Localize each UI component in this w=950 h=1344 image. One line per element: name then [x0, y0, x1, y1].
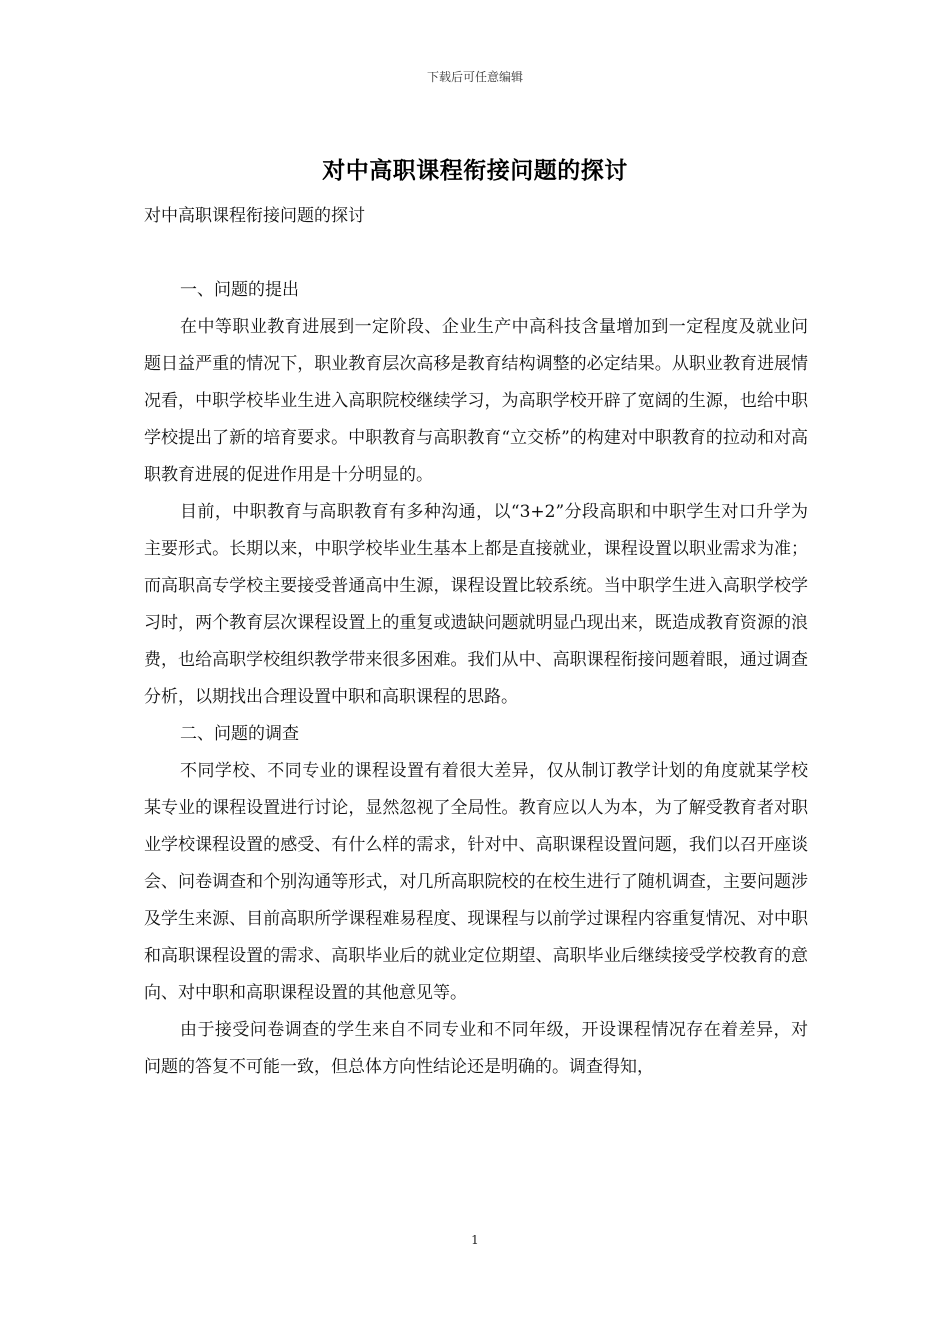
paragraph: 目前，中职教育与高职教育有多种沟通，以“3+2”分段高职和中职学生对口升学为主要形式。长期以来，中职学校毕业生基本上都是直接就业，课程设置以职业需求为准；而高职高专学校主要接受普通高中生源，课程设置比较系统。当中职学生进入高职学校学习时，两个教育层次课程设置上的重复或遗缺问题就明显凸现出来，既造成教育资源的浪费，也给高职学校组织教学带来很多困难。我们从中、高职课程衔接问题着眼，通过调查分析，以期找出合理设置中职和高职课程的思路。 — [144, 502, 808, 707]
page-header: 下载后可任意编辑 — [426, 70, 523, 84]
document-body — [144, 272, 808, 1086]
section-heading-1: 一、问题的提出 — [180, 280, 299, 300]
paragraph: 由于接受问卷调查的学生来自不同专业和不同年级，开设课程情况存在着差异，对问题的答复不可能一致，但总体方向性结论还是明确的。调查得知， — [144, 1020, 808, 1077]
paragraph: 不同学校、不同专业的课程设置有着很大差异，仅从制订教学计划的角度就某学校某专业的课程设置进行讨论，显然忽视了全局性。教育应以人为本，为了解受教育者对职业学校课程设置的感受、有什么样的需求，针对中、高职课程设置问题，我们以召开座谈会、问卷调查和个别沟通等形式，对几所高职院校的在校生进行了随机调查，主要问题涉及学生来源、目前高职所学课程难易程度、现课程与以前学过课程内容重复情况、对中职和高职课程设置的需求、高职毕业后的就业定位期望、高职毕业后继续接受学校教育的意向、对中职和高职课程设置的其他意见等。 — [144, 761, 808, 1003]
section-heading-2: 二、问题的调查 — [180, 724, 299, 744]
page-number: 1 — [471, 1233, 479, 1247]
document-subtitle: 对中高职课程衔接问题的探讨 — [144, 206, 365, 226]
paragraph: 在中等职业教育进展到一定阶段、企业生产中高科技含量增加到一定程度及就业问题日益严重的情况下，职业教育层次高移是教育结构调整的必定结果。从职业教育进展情况看，中职学校毕业生进入高职院校继续学习，为高职学校开辟了宽阔的生源，也给中职学校提出了新的培育要求。中职教育与高职教育“立交桥”的构建对中职教育的拉动和对高职教育进展的促进作用是十分明显的。 — [144, 317, 808, 485]
document-title: 对中高职课程衔接问题的探讨 — [322, 157, 628, 184]
